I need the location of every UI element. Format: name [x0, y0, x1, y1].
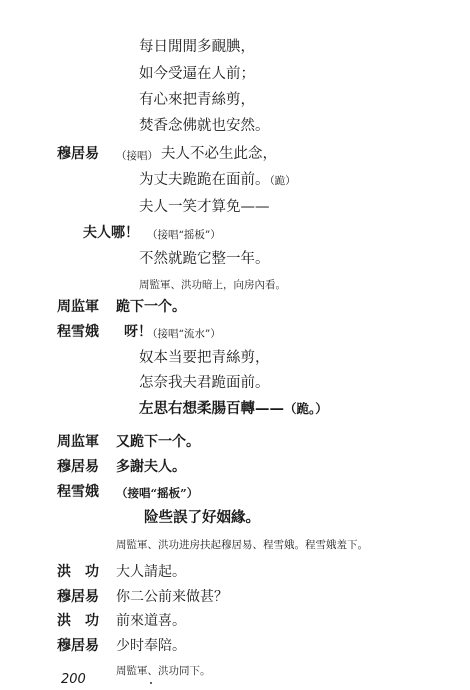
dialogue-text: 跪下一个。: [116, 299, 186, 315]
verse-text: 左思右想柔腸百轉——: [139, 400, 284, 417]
speaker-name: 穆居易: [57, 638, 99, 654]
stage-note: （接唱）: [116, 150, 158, 162]
dialogue-text: 少时奉陪。: [116, 638, 186, 654]
speaker-name: 程雪娥: [57, 484, 99, 500]
stage-note: （接唱“流水”）: [147, 328, 221, 340]
dialogue-text: 呀！: [124, 324, 152, 340]
stage-note: （接唱“摇板”）: [147, 229, 221, 241]
speaker-name: 程雪娥: [57, 324, 99, 340]
stage-direction: 周監軍、洪功同下。: [116, 665, 211, 677]
speaker-name: 穆居易: [57, 459, 99, 475]
verse-line: 怎奈我夫君跪面前。: [139, 375, 270, 391]
speaker-name: 洪 功: [57, 613, 99, 629]
speaker-name: 穆居易: [57, 589, 99, 605]
page-speck: [150, 682, 152, 684]
speaker-name: 周监軍: [57, 299, 99, 315]
stage-direction: 周監軍、洪功进房扶起穆居易、程雪娥。程雪娥羞下。: [116, 539, 368, 551]
stage-note: （接唱“摇板”）: [116, 486, 199, 500]
verse-line: 每日閒閒多靦腆，: [139, 39, 255, 55]
stage-note: （跪）: [269, 175, 296, 187]
verse-line: [139, 400, 328, 418]
dialogue-text: 夫人不必生此念，: [161, 146, 277, 162]
page-number: 200: [61, 672, 86, 687]
speaker-name: 周监軍: [57, 434, 99, 450]
verse-line: [139, 171, 296, 190]
speaker-name: 穆居易: [57, 146, 99, 162]
verse-line: 险些誤了好姻緣。: [144, 509, 260, 526]
dialogue-text: 大人請起。: [116, 564, 186, 580]
speaker-name: 洪 功: [57, 564, 99, 580]
verse-line: 奴本当要把青絲剪，: [139, 350, 270, 366]
speaker-name: 夫人哪！: [83, 225, 139, 241]
dialogue-text: 多謝夫人。: [116, 459, 186, 475]
stage-direction: 周監軍、洪功暗上，向房內看。: [139, 279, 286, 291]
verse-line: 不然就跪它整一年。: [139, 251, 270, 267]
dialogue-text: 你二公前来做甚？: [116, 589, 228, 605]
dialogue-text: 又跪下一个。: [116, 434, 200, 450]
stage-note: （跪。）: [284, 401, 328, 416]
verse-text: 为丈夫跪跪在面前。: [139, 172, 270, 188]
verse-line: 夫人一笑才算免——: [139, 199, 270, 215]
dialogue-text: 前來道喜。: [116, 613, 186, 629]
verse-line: 焚香念佛就也安然。: [139, 118, 270, 134]
verse-line: 有心來把青絲剪，: [139, 92, 255, 108]
verse-line: 如今受逼在人前；: [139, 66, 255, 82]
